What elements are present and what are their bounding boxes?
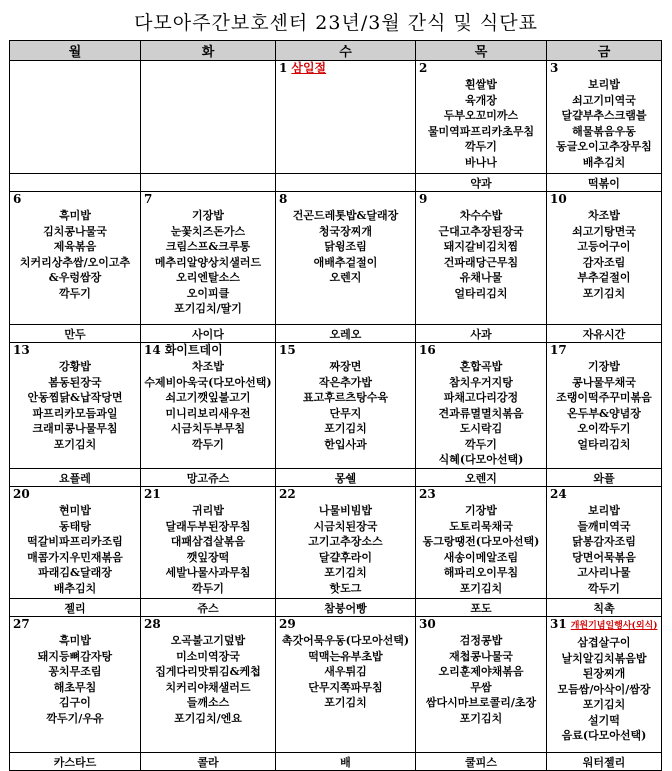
day-cell (141, 343, 276, 469)
menu-item: 당면어묵볶음 (572, 550, 636, 564)
day-cell (416, 487, 547, 599)
snack-cell: 약과 (416, 174, 547, 192)
snack-cell: 사과 (416, 325, 547, 343)
snack-cell: 와플 (547, 469, 662, 487)
day-number (10, 617, 140, 631)
day-number (141, 487, 275, 501)
menu-item: 견과류멸멸치볶음 (438, 406, 524, 420)
day-number-text: 6 (13, 192, 22, 206)
holiday-label: 삼일절 (291, 61, 327, 75)
menu-item: 흑미밥 (59, 209, 91, 222)
menu-item: 도시락김 (459, 422, 503, 435)
menu-item: 보리밥 (588, 504, 620, 517)
day-number (416, 192, 546, 206)
snack-cell: 칙촉 (547, 599, 662, 617)
day-number (10, 343, 140, 357)
menu-item: 모듬쌈/아삭이/쌈장 (557, 682, 651, 696)
menu-item: 참치우거지탕 (449, 375, 513, 389)
menu-item: 포기김치 (53, 437, 97, 451)
menu-item: 달걀후라이 (318, 550, 373, 564)
day-number (276, 61, 415, 75)
menu-item: 애배추겉절이 (313, 255, 378, 269)
menu-item: 떡맥는유부초밥 (308, 649, 383, 663)
day-cell (416, 61, 547, 174)
menu-item: 바나나 (465, 155, 497, 169)
event-label: 개원기념일행사(외식) (570, 621, 658, 631)
menu-item: 깍두기 (465, 140, 497, 153)
day-number-text: 10 (550, 192, 567, 206)
menu-item: 나물비빔밥 (318, 504, 373, 517)
menu-item: 핫도그 (329, 581, 362, 595)
day-number-text: 7 (144, 192, 153, 206)
menu-item: 날치알김치볶음밥 (561, 651, 647, 665)
day-number-text: 1 (279, 61, 288, 75)
snack-row (10, 325, 662, 343)
menu-item: 건파래당근무침 (443, 255, 519, 269)
menu-items (141, 359, 275, 452)
menu-items (10, 208, 140, 301)
snack-cell: 오레오 (276, 325, 416, 343)
menu-item: 된장찌개 (582, 667, 626, 680)
menu-item: 유채나물 (459, 271, 503, 284)
menu-items (276, 208, 415, 286)
menu-item: 매콤가지우민재볶음 (27, 550, 123, 564)
menu-item: 음료(다모아선택) (561, 729, 647, 742)
menu-item: 깍두기 (59, 286, 91, 300)
menu-item: 콩나물무채국 (572, 375, 636, 389)
menu-items (547, 635, 661, 744)
day-cell (547, 343, 662, 469)
menu-item: 깍두기 (465, 437, 497, 451)
menu-item: 안동찜닭&납작당면 (27, 391, 123, 404)
day-number-text: 23 (419, 487, 436, 501)
menu-item: &우렁쌈장 (48, 271, 102, 284)
day-number-text: 21 (144, 487, 161, 501)
menu-item: 검정콩밥 (459, 634, 503, 647)
menu-item: 깍두기/우유 (46, 711, 104, 725)
menu-item: 쇠고기탕면국 (572, 224, 636, 238)
day-cell (276, 61, 416, 174)
menu-item: 동그랑땡전(다모아선택) (422, 535, 540, 548)
menu-item: 부추겉절이 (577, 271, 631, 284)
menu-item: 얼타리김치 (577, 437, 631, 451)
menu-item: 메추리알양상치샐러드 (154, 255, 262, 269)
snack-cell: 요플레 (10, 469, 141, 487)
menu-item: 깍두기 (192, 437, 224, 451)
day-cell (416, 192, 547, 325)
day-number-text: 27 (13, 617, 30, 631)
menu-item: 육개장 (465, 93, 497, 107)
day-number-text: 24 (550, 487, 567, 501)
menu-item: 한입사과 (324, 437, 367, 451)
menu-items (416, 359, 546, 468)
weekday-header: 수 (276, 41, 416, 61)
menu-item: 보리밥 (588, 78, 620, 91)
snack-cell: 콜라 (141, 753, 276, 771)
menu-item: 오리훈제야채볶음 (438, 665, 524, 678)
menu-items (10, 359, 140, 452)
menu-item: 귀리밥 (192, 504, 224, 517)
menu-item: 고사리나물 (577, 566, 631, 579)
day-number (416, 61, 546, 75)
menu-item: 시금치된장국 (313, 519, 378, 533)
menu-item: 무쌈 (470, 680, 492, 694)
menu-item: 파채고다리강정 (443, 391, 519, 404)
menu-item: 흑미밥 (59, 634, 91, 647)
day-number-text: 20 (13, 487, 30, 501)
menu-item: 쌈다시마브로콜리/초장 (425, 696, 537, 709)
day-number-text: 30 (419, 617, 436, 631)
menu-item: 동글오이고추장무침 (556, 140, 652, 153)
day-cell (416, 343, 547, 469)
menu-item: 쇠고기미역국 (572, 93, 636, 107)
day-number (547, 343, 661, 357)
menu-item: 기장밥 (192, 209, 224, 222)
menu-item: 설기떡 (588, 713, 620, 727)
day-cell (547, 192, 662, 325)
menu-item: 오곡불고기덮밥 (170, 634, 246, 647)
day-cell (141, 487, 276, 599)
day-cell (276, 617, 416, 753)
menu-item: 해초무침 (53, 680, 97, 694)
menu-item: 들깨소스 (186, 696, 230, 709)
menu-item: 포기김치 (459, 581, 503, 595)
menu-item: 차조밥 (192, 360, 224, 373)
day-number (547, 61, 661, 75)
menu-item: 고등어구이 (577, 240, 631, 253)
menu-item: 오렌지 (329, 271, 362, 284)
snack-cell: 자유시간 (547, 325, 662, 343)
menu-item: 깍두기 (588, 581, 620, 595)
menu-table-container (9, 40, 662, 771)
menu-item: 봄동된장국 (48, 375, 102, 389)
day-number (141, 192, 275, 206)
menu-item: 떡갈비파프리카조림 (27, 535, 123, 548)
menu-item: 물미역파프리카초무침 (427, 124, 535, 138)
week-row (10, 61, 662, 174)
menu-item: 달래두부된장무침 (165, 519, 251, 533)
menu-items (547, 359, 661, 452)
menu-items (10, 503, 140, 596)
day-cell (276, 192, 416, 325)
snack-cell: 사이다 (141, 325, 276, 343)
menu-items (141, 633, 275, 726)
menu-item: 새우튀김 (324, 665, 367, 678)
menu-items (416, 503, 546, 596)
snack-cell: 포도 (416, 599, 547, 617)
menu-items (141, 208, 275, 317)
day-cell (276, 487, 416, 599)
menu-item: 얼타리김치 (454, 286, 508, 300)
day-cell (141, 61, 276, 174)
day-cell (416, 617, 547, 753)
day-number-text: 22 (279, 487, 296, 501)
menu-item: 포기김치 (582, 698, 626, 711)
day-number-text: 9 (419, 192, 428, 206)
menu-item: 눈꽃치즈돈가스 (170, 224, 246, 238)
snack-cell (141, 174, 276, 192)
menu-item: 크림스프&크루통 (165, 240, 251, 253)
snack-cell: 쿨피스 (416, 753, 547, 771)
menu-item: 김치콩나물국 (43, 224, 107, 238)
menu-items (10, 633, 140, 726)
day-cell (10, 192, 141, 325)
menu-item: 시금치두부무침 (170, 422, 246, 435)
snack-cell: 배 (276, 753, 416, 771)
menu-items (547, 77, 661, 170)
snack-row (10, 174, 662, 192)
menu-item: 고기고추장소스 (308, 535, 383, 548)
day-number (547, 487, 661, 501)
menu-item: 오이깍두기 (577, 422, 631, 435)
menu-item: 도토리묵채국 (449, 519, 513, 533)
menu-item: 식혜(다모아선택) (438, 453, 524, 466)
weekday-header: 금 (547, 41, 662, 61)
menu-item: 건곤드레톳밥&달래장 (292, 209, 399, 222)
day-number (547, 617, 661, 633)
menu-item: 두부오꼬미까스 (443, 109, 519, 122)
menu-item: 치커리상추쌈/오이고추 (19, 255, 131, 269)
day-number (416, 617, 546, 631)
menu-item: 김구이 (59, 696, 91, 709)
menu-items (416, 208, 546, 301)
menu-item: 꽁치무조림 (48, 665, 102, 678)
day-cell (276, 343, 416, 469)
menu-item: 해물볶음우동 (572, 124, 636, 138)
menu-item: 들깨미역국 (577, 519, 631, 533)
menu-item: 치커리야채샐러드 (165, 680, 251, 694)
menu-item: 수제비아욱국(다모아선택) (144, 375, 272, 389)
weekday-header-row (10, 41, 662, 61)
menu-item: 배추김치 (582, 155, 626, 169)
day-cell (10, 343, 141, 469)
menu-item: 차수수밥 (459, 209, 503, 222)
menu-item: 파래김&달래장 (38, 566, 112, 579)
menu-table (9, 40, 662, 771)
menu-item: 혼합곡밥 (459, 360, 503, 373)
menu-item: 새송이메알조림 (443, 550, 519, 564)
menu-items (416, 77, 546, 170)
snack-cell: 만두 (10, 325, 141, 343)
day-number-text: 13 (13, 343, 30, 357)
menu-item: 쇠고기깻잎불고기 (165, 391, 251, 404)
menu-item: 작은추가밥 (318, 375, 373, 389)
day-cell (10, 61, 141, 174)
day-cell (141, 617, 276, 753)
day-number-text: 31 (550, 617, 567, 631)
menu-item: 미니리보리새우전 (165, 406, 251, 420)
day-number (141, 343, 275, 357)
weekday-header: 월 (10, 41, 141, 61)
snack-cell: 워터젤리 (547, 753, 662, 771)
menu-item: 삼겹살구이 (577, 636, 631, 649)
day-cell (141, 192, 276, 325)
menu-item: 대패삼겹살볶음 (170, 535, 246, 548)
snack-row (10, 753, 662, 771)
snack-cell: 망고쥬스 (141, 469, 276, 487)
menu-items (276, 503, 415, 596)
menu-item: 깻잎장떡 (186, 550, 230, 564)
menu-item: 현미밥 (59, 504, 91, 517)
day-number (276, 192, 415, 206)
day-cell (547, 617, 662, 753)
day-number (10, 487, 140, 501)
menu-item: 제육볶음 (53, 240, 97, 253)
menu-item: 포기김치/딸기 (174, 302, 242, 315)
weekday-header: 화 (141, 41, 276, 61)
week-row (10, 192, 662, 325)
day-number-text: 15 (279, 343, 296, 357)
menu-item: 청국장찌개 (318, 224, 373, 238)
day-number (547, 192, 661, 206)
day-number (276, 487, 415, 501)
day-number (416, 487, 546, 501)
menu-items (416, 633, 546, 726)
menu-item: 포기김치 (324, 422, 367, 435)
snack-cell (276, 174, 416, 192)
menu-item: 온두부&양념장 (567, 406, 641, 420)
menu-item: 닭윙조림 (324, 240, 367, 253)
menu-item: 돼지갈비김치찜 (443, 240, 519, 253)
weekday-header: 목 (416, 41, 547, 61)
menu-item: 동태탕 (59, 519, 91, 533)
day-number (10, 192, 140, 206)
menu-item: 포기김치/엔요 (174, 711, 242, 725)
menu-item: 포기김치 (459, 711, 503, 725)
menu-item: 달걀부추스크램블 (561, 109, 647, 122)
day-cell (10, 617, 141, 753)
menu-item: 세발나물사과무침 (165, 566, 251, 579)
menu-item: 깍두기 (192, 581, 224, 595)
snack-cell: 몽쉘 (276, 469, 416, 487)
day-number-text: 29 (279, 617, 296, 631)
menu-items (547, 208, 661, 301)
menu-item: 파프리카모듬과일 (32, 406, 118, 420)
menu-item: 집게다리맛튀김&케첩 (155, 665, 261, 678)
event-label: 화이트데이 (164, 343, 223, 357)
menu-item: 짜장면 (329, 360, 362, 373)
day-number (276, 343, 415, 357)
menu-item: 흰쌀밥 (465, 78, 497, 91)
day-number-text: 17 (550, 343, 567, 357)
menu-item: 닭봉감자조림 (572, 535, 636, 548)
snack-cell: 카스타드 (10, 753, 141, 771)
snack-cell: 참붕어빵 (276, 599, 416, 617)
menu-item: 감자조림 (582, 255, 626, 269)
menu-items (547, 503, 661, 596)
day-number (276, 617, 415, 631)
day-number-text: 16 (419, 343, 436, 357)
menu-item: 단무지쪽파무침 (308, 680, 383, 694)
menu-item: 포기김치 (324, 566, 367, 579)
day-number-text: 28 (144, 617, 161, 631)
menu-body (10, 61, 662, 771)
menu-item: 표고후르츠탕수육 (302, 391, 388, 404)
menu-item: 차조밥 (588, 209, 620, 222)
week-row (10, 343, 662, 469)
menu-items (141, 503, 275, 596)
day-cell (547, 61, 662, 174)
menu-item: 오리엔탈소스 (176, 271, 240, 284)
snack-cell: 쥬스 (141, 599, 276, 617)
snack-cell (10, 174, 141, 192)
snack-cell: 젤리 (10, 599, 141, 617)
snack-cell: 오렌지 (416, 469, 547, 487)
day-cell (10, 487, 141, 599)
day-number-text: 14 (144, 343, 161, 357)
menu-item: 포기김치 (582, 286, 626, 300)
day-number-text: 3 (550, 61, 559, 75)
day-number (141, 617, 275, 631)
day-cell (547, 487, 662, 599)
menu-item: 강황밥 (59, 360, 91, 373)
menu-item: 촉갓어묵우동(다모아선택) (281, 634, 410, 647)
menu-item: 해파리오이무침 (443, 566, 519, 579)
menu-item: 크래미콩나물무침 (32, 422, 118, 435)
menu-item: 조랭이떡주꾸미볶음 (556, 391, 652, 404)
menu-item: 근대고추장된장국 (438, 224, 524, 238)
day-number (416, 343, 546, 357)
menu-item: 미소미역장국 (176, 649, 240, 663)
menu-item: 재첩콩나물국 (449, 649, 513, 663)
snack-row (10, 599, 662, 617)
week-row (10, 617, 662, 753)
snack-cell: 떡볶이 (547, 174, 662, 192)
menu-item: 오이피클 (186, 286, 230, 300)
menu-item: 배추김치 (53, 581, 97, 595)
page-title: 다모아주간보호센터 23년/3월 간식 및 식단표 (134, 12, 538, 34)
menu-item: 기장밥 (465, 504, 497, 517)
menu-items (276, 359, 415, 452)
day-number-text: 8 (279, 192, 288, 206)
snack-row (10, 469, 662, 487)
menu-item: 돼지등뼈감자탕 (37, 649, 113, 663)
week-row (10, 487, 662, 599)
menu-items (276, 633, 415, 711)
day-number-text: 2 (419, 61, 428, 75)
menu-item: 포기김치 (324, 696, 367, 709)
menu-item: 기장밥 (588, 360, 620, 373)
menu-item: 단무지 (329, 406, 362, 420)
